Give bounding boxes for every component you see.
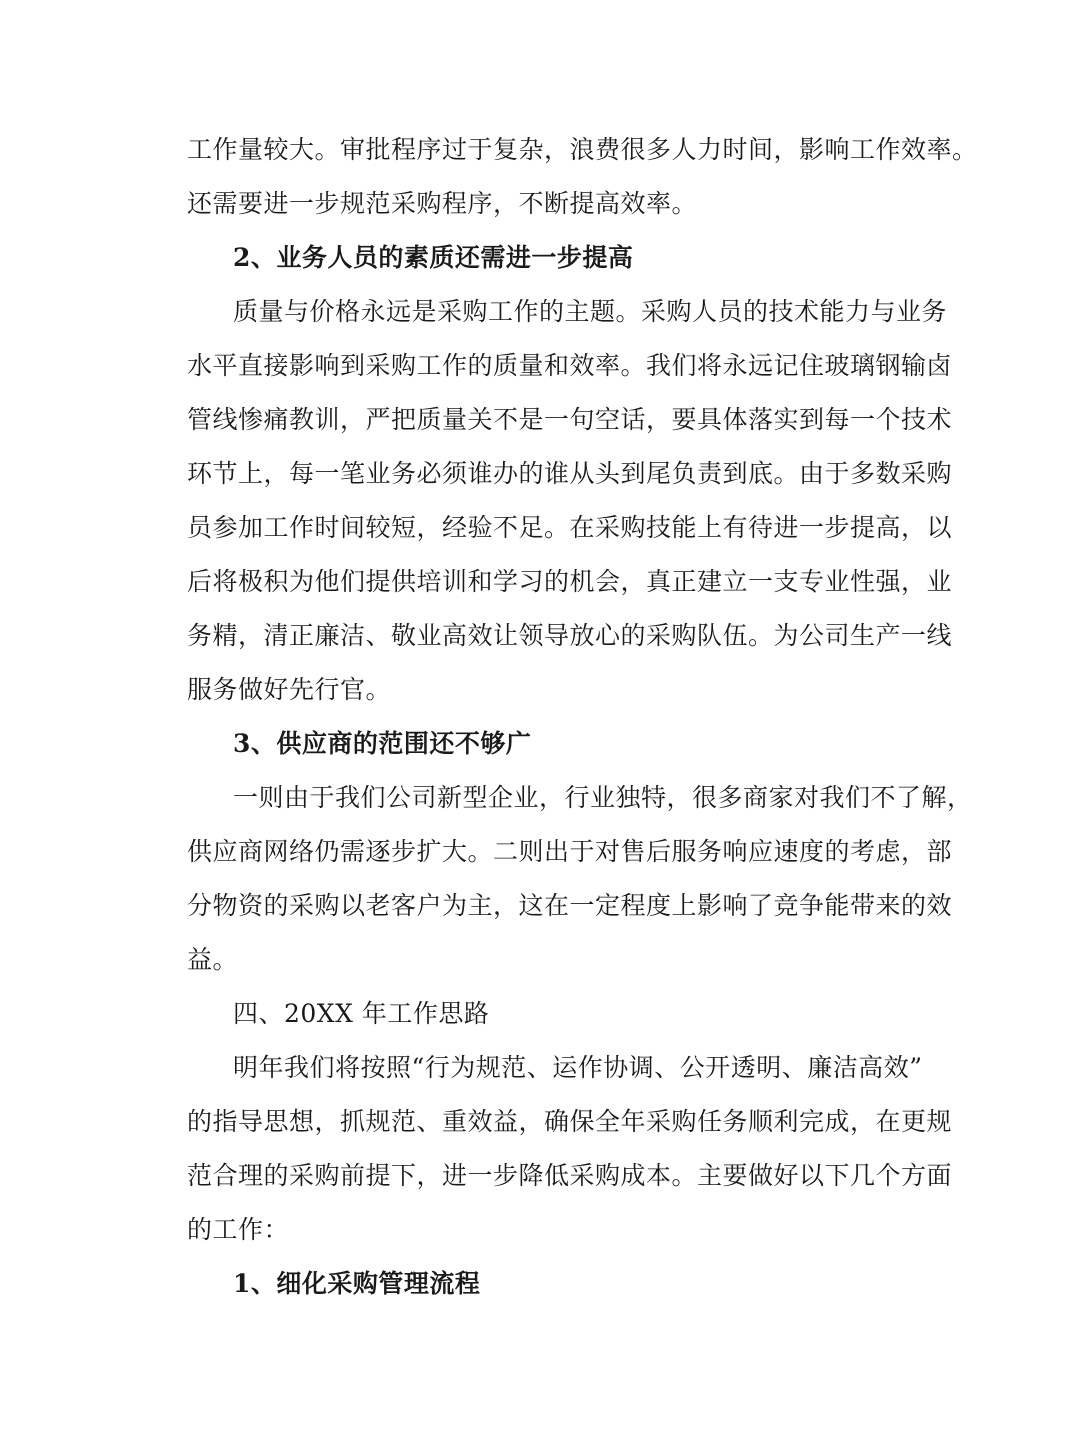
section-4-heading: 四、20XX 年工作思路 [233, 999, 490, 1028]
section-2-line-7: 务精，清正廉洁、敬业高效让领导放心的采购队伍。为公司生产一线 [187, 621, 953, 650]
section-3-line-2: 供应商网络仍需逐步扩大。二则出于对售后服务响应速度的考虑，部 [187, 837, 953, 866]
section-2-line-8: 服务做好先行官。 [187, 675, 392, 704]
subsection-1-heading: 1、细化采购管理流程 [233, 1269, 481, 1298]
section-3-line-3: 分物资的采购以老客户为主，这在一定程度上影响了竞争能带来的效 [187, 891, 953, 920]
section-2-line-6: 后将极积为他们提供培训和学习的机会，真正建立一支专业性强，业 [187, 567, 953, 596]
section-2-heading: 2、业务人员的素质还需进一步提高 [233, 243, 634, 272]
section-2-line-2: 水平直接影响到采购工作的质量和效率。我们将永远记住玻璃钢输卤 [187, 351, 953, 380]
section-2-line-4: 环节上，每一笔业务必须谁办的谁从头到尾负责到底。由于多数采购 [187, 459, 953, 488]
section-3-line-1: 一则由于我们公司新型企业，行业独特，很多商家对我们不了解， [233, 783, 973, 812]
section-4-line-3: 范合理的采购前提下，进一步降低采购成本。主要做好以下几个方面 [187, 1161, 953, 1190]
section-4-line-2: 的指导思想，抓规范、重效益，确保全年采购任务顺利完成，在更规 [187, 1107, 953, 1136]
intro-line-2: 还需要进一步规范采购程序，不断提高效率。 [187, 189, 698, 218]
section-4-line-4: 的工作： [187, 1215, 290, 1244]
section-2-line-1: 质量与价格永远是采购工作的主题。采购人员的技术能力与业务 [233, 297, 948, 326]
section-3-line-4: 益。 [187, 945, 239, 974]
intro-line-1: 工作量较大。审批程序过于复杂，浪费很多人力时间，影响工作效率。 [187, 135, 978, 164]
section-4-line-1: 明年我们将按照“行为规范、运作协调、公开透明、廉洁高效” [233, 1053, 923, 1082]
section-2-line-3: 管线惨痛教训，严把质量关不是一句空话，要具体落实到每一个技术 [187, 405, 953, 434]
section-3-heading: 3、供应商的范围还不够广 [233, 729, 532, 758]
section-2-line-5: 员参加工作时间较短，经验不足。在采购技能上有待进一步提高，以 [187, 513, 953, 542]
